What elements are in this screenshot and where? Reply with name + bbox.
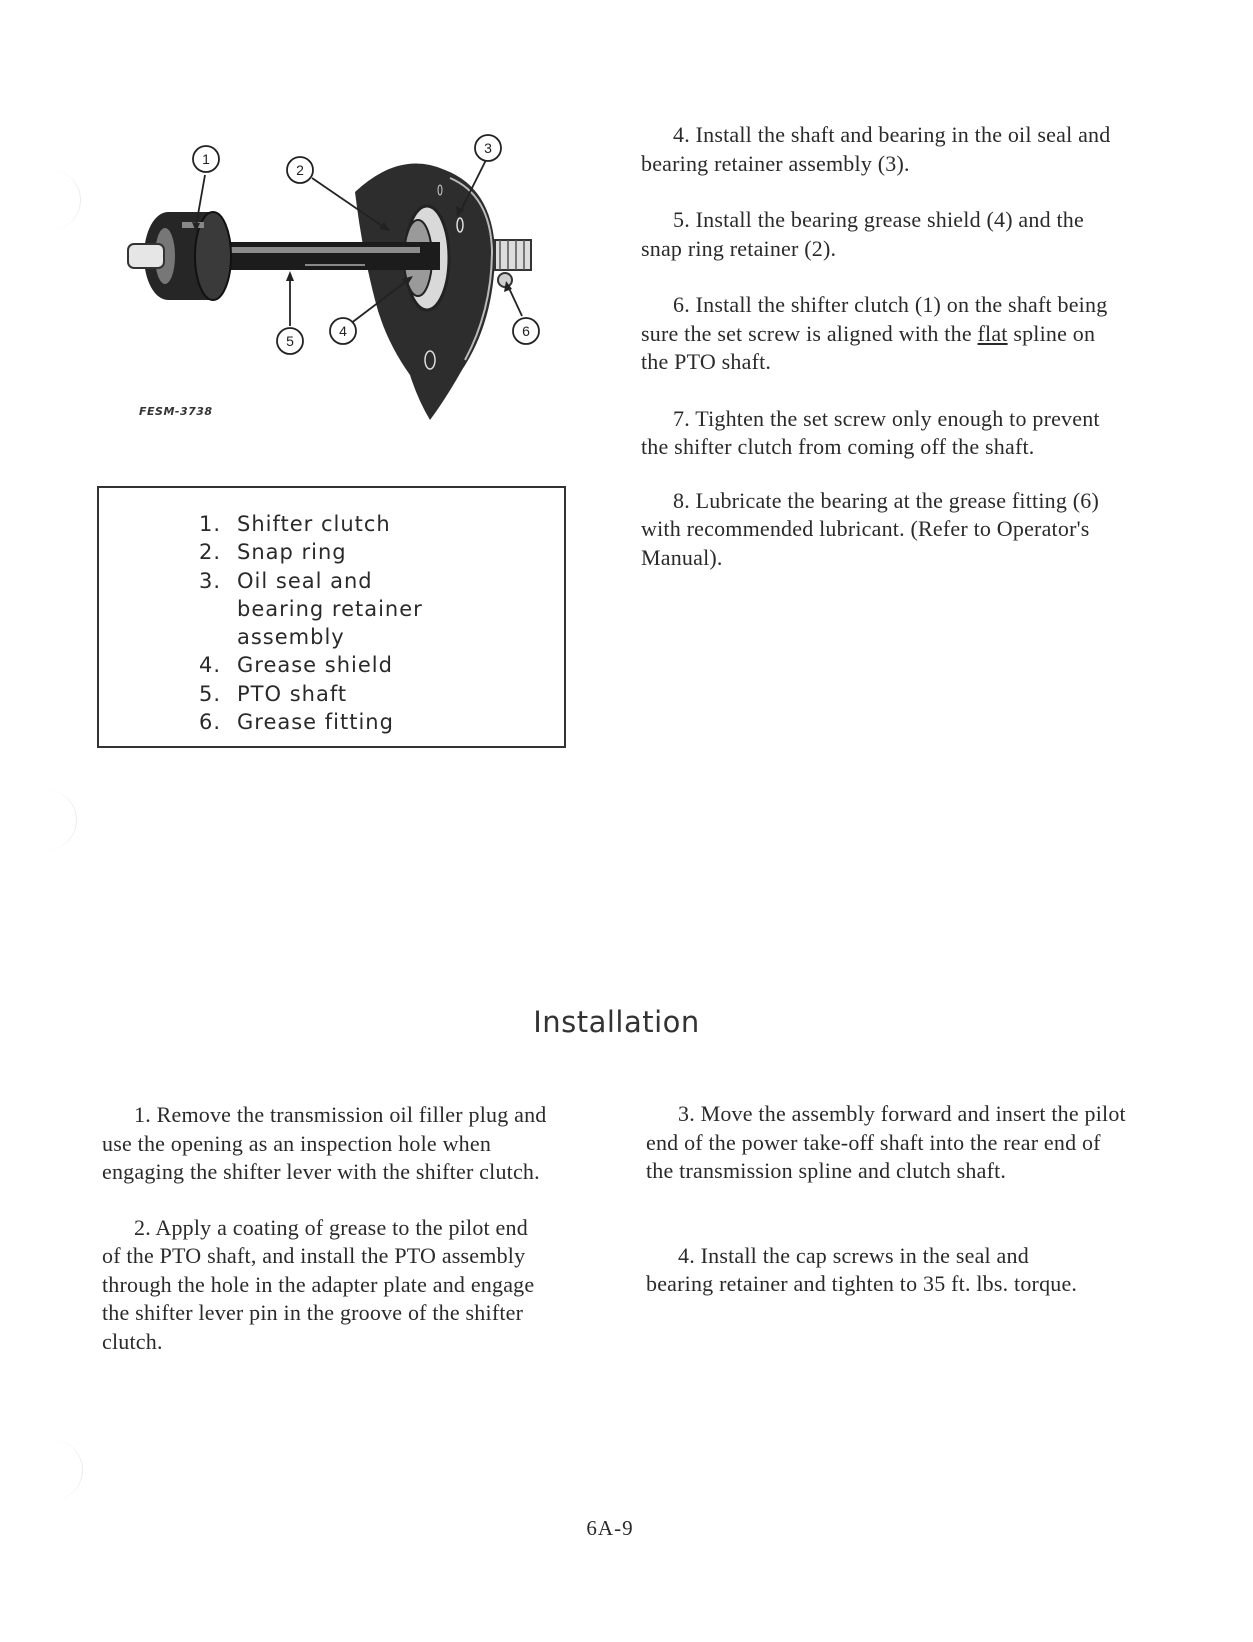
binder-hole-bottom (22, 1440, 83, 1500)
legend-item-number: 3. (199, 568, 222, 593)
callout-1-label: 1 (202, 151, 210, 167)
page-number: 6A-9 (586, 1516, 634, 1540)
assembly-step-8: 8. Lubricate the bearing at the grease fitting (6) with recommended lubricant. (Refer to Operator's Manual). (641, 487, 1099, 570)
installation-step-1: 1. Remove the transmission oil filler plug and use the opening as an inspection hole when engaging the shifter lever with the shifter clutch. (102, 1102, 547, 1184)
grease-fitting (498, 273, 512, 287)
legend-item (199, 680, 467, 708)
legend-item-text: Snap ring (237, 540, 347, 565)
assembly-step-4: 4. Install the shaft and bearing in the oil seal and bearing retainer assembly (3). (641, 122, 1111, 176)
binder-hole-top (20, 170, 81, 230)
callout-1 (193, 146, 219, 172)
legend-item-number: 2. (199, 540, 222, 565)
assembly-step-7: 7. Tighten the set screw only enough to prevent the shifter clutch from coming off the shaft. (641, 405, 1100, 459)
installation-step-3: 3. Move the assembly forward and insert the pilot end of the power take-off shaft into the rear end of the transmission spline and clutch shaft. (646, 1101, 1126, 1183)
pilot-end (128, 244, 164, 268)
legend-list (199, 510, 467, 736)
assembly-step-6 (641, 291, 1116, 377)
legend-item (199, 651, 467, 679)
assembly-step-5: 5. Install the bearing grease shield (4) and the snap ring retainer (2). (641, 207, 1084, 261)
legend-item-number: 5. (199, 681, 222, 706)
binder-hole-middle (16, 790, 77, 850)
callout-4-label: 4 (339, 323, 347, 339)
installation-heading: Installation (533, 1005, 700, 1039)
callout-2-label: 2 (296, 162, 304, 178)
assembly-steps-right-column (641, 121, 1116, 572)
legend-item (199, 708, 467, 736)
legend-item-text: Oil seal and bearing retainer assembly (237, 568, 423, 650)
legend-item-number: 6. (199, 710, 222, 735)
callout-6-label: 6 (522, 323, 530, 339)
assembly-step-6-underlined: flat (977, 320, 1008, 346)
legend-item-text: Shifter clutch (237, 512, 391, 536)
installation-left-column (102, 1101, 572, 1356)
figure-legend-box (97, 486, 566, 748)
assembly-step-6-text-a: 6. Install the shifter clutch (1) on the shaft being sure the set screw is aligned with the (641, 292, 1108, 346)
installation-step-4: 4. Install the cap screws in the seal and bearing retainer and tighten to 35 ft. lbs. torque. (646, 1242, 1078, 1296)
legend-item-number: 4. (199, 653, 222, 678)
legend-item-text: PTO shaft (237, 681, 348, 706)
callout-3 (475, 135, 501, 161)
callout-2 (287, 157, 313, 183)
installation-right-column (646, 1100, 1126, 1299)
legend-item (199, 510, 467, 538)
assembly-step-6-text-b: spline on the PTO shaft. (641, 320, 1096, 374)
legend-item (199, 538, 467, 566)
callout-5-label: 5 (286, 333, 294, 349)
callout-5 (277, 328, 303, 354)
callout-6 (513, 318, 539, 344)
pto-shaft-assembly-figure (100, 130, 570, 430)
legend-item-text: Grease fitting (237, 710, 394, 735)
legend-item (199, 567, 467, 652)
legend-item-text: Grease shield (237, 653, 393, 678)
installation-step-2: 2. Apply a coating of grease to the pilot end of the PTO shaft, and install the PTO assembly through the hole in the adapter plate and engage the shifter lever pin in the groove of the shifter clutch. (102, 1214, 535, 1354)
callout-4 (330, 318, 356, 344)
legend-item-number: 1. (199, 512, 222, 536)
figure-code: FESM-3738 (139, 405, 213, 418)
callout-3-label: 3 (484, 140, 492, 156)
